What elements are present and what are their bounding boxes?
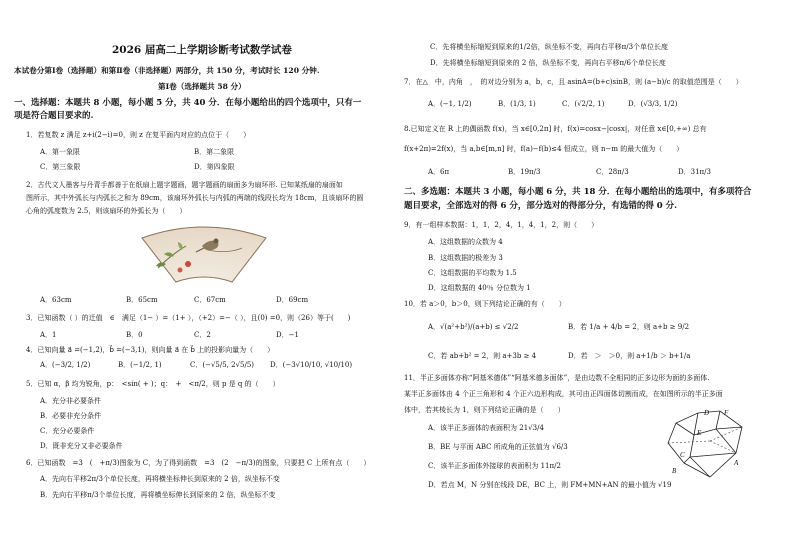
q2-stem-line3: 心角的弧度数为 2.5，则该扇环的外弧长为（ ）	[26, 207, 187, 215]
vertex-label-f: F	[724, 409, 729, 417]
q6-option-b: B．先向右平移π/3个单位长度，再将横坐标伸长到原来的 2 倍，纵坐标不变	[40, 491, 276, 499]
q5-option-d: D．既非充分又非必要条件	[40, 442, 123, 450]
q7-option-c: C．(√2/2, 1)	[562, 100, 605, 108]
part1-heading: 第Ⅰ卷（选择题共 58 分）	[158, 82, 246, 91]
q3-stem: 3．已知函数（ ）的迁值 ∈ 满足（1− ）=（1+ ），（+2）=−（ ），且(0) =0，则（26）等于( )	[26, 314, 351, 322]
q9-option-c: C．这组数据的平均数为 1.5	[428, 269, 517, 277]
q9-option-a: A．这组数据的众数为 4	[428, 238, 503, 246]
q10-option-a: A．√(a²+b²)/(a+b) ≤ √2/2	[428, 323, 519, 331]
q6-option-c: C．先将横坐标缩短到原来的1/2倍，纵坐标不变，再向右平移π/3个单位长度	[430, 43, 669, 51]
q6-option-d: D．先将横坐标缩短到原来的 2 倍，纵坐标不变，再向右平移π/6个单位长度	[430, 59, 666, 67]
vertex-label-b: B	[672, 467, 677, 475]
q10-option-b: B．若 1/a + 4/b = 2，则 a+b ≥ 9/2	[568, 323, 690, 331]
fan-figure	[138, 224, 270, 286]
q10-option-c: C．若 ab+b² = 2，则 a+3b ≥ 4	[428, 352, 537, 360]
q2-stem-line1: 2．古代文人墨客与丹青手都善于在纸扇上题字题画，题字题画的扇面多为扇环形. 已知某纸扇的扇面如	[26, 181, 343, 189]
q3-option-d: D．−1	[276, 331, 299, 339]
q3-option-b: B．0	[126, 331, 143, 339]
q6-stem: 6．已知函数 =3 ( +π/3)图象为 C，为了得到函数 =3 (2 −π/3)的图象，只要把 C 上所有点（ ）	[26, 459, 371, 467]
right-column	[400, 0, 794, 543]
q4-stem: 4．已知向量 a⃗ =(−1,2)，b⃗ =(−3,1)，则向量 a⃗ 在 b⃗ 上的投影向量为（ ）	[26, 346, 275, 354]
q8-option-d: D．31π/3	[678, 168, 711, 176]
q8-option-a: A．6π	[428, 168, 450, 176]
q1-stem: 1．若复数 z 满足 z+i(2−i)=0，则 z 在复平面内对应的点位于（ ）	[26, 131, 251, 139]
q11-option-d: D．若点 M，N 分别在线段 DE，BC 上，则 FM+MN+AN 的最小值为 √19	[428, 481, 672, 489]
section1-heading: 一、选择题：本题共 8 小题，每小题 5 分，共 40 分．在每小题给出的四个选项中，只有一	[14, 98, 362, 108]
q4-option-d: D．(−3√10/10, √10/10)	[270, 361, 353, 369]
q6-option-a: A．先向右平移2π/3个单位长度，再将横坐标伸长到原来的 2 倍，纵坐标不变	[40, 475, 280, 483]
q11-option-c: C．该半正多面体外接球的表面积为 11π/2	[428, 462, 561, 470]
q4-option-c: C．(−√5/5, 2√5/5)	[190, 361, 255, 369]
q10-stem: 10．若 a＞0，b＞0，则下列结论正确的有（ ）	[404, 300, 566, 308]
q3-option-a: A．1	[40, 331, 57, 339]
q2-option-a: A．63cm	[40, 296, 72, 304]
q9-option-b: B．这组数据的极差为 3	[428, 254, 503, 262]
q2-stem-line2: 图所示，其中外弧长与内弧长之和为 89cm，该扇环外弧长与内弧的两端的线段长均为 18cm，且该扇环的圆	[26, 194, 364, 202]
section1-heading-cont: 项是符合题目要求的.	[14, 111, 94, 121]
q11-option-b: B．BE 与平面 ABC 所成角的正弦值为 √6/3	[428, 443, 568, 451]
q11-stem-line1: 11．半正多面体亦称“阿基米德体”“阿基米德多面体”，是由边数不全相同的正多边形为面的多面体.	[404, 374, 710, 382]
exam-title: 2026 届高二上学期诊断考试数学试卷	[112, 44, 292, 56]
q7-option-b: B．(1/3, 1)	[498, 100, 536, 108]
q9-option-d: D．这组数据的 40％ 分位数为 1	[428, 284, 531, 292]
q4-option-a: A．(−3/2, 1/2)	[40, 361, 91, 369]
q1-option-c: C．第三象限	[40, 163, 81, 171]
q5-stem: 5．已知 α，β 均为锐角，p： <sin( + )；q： + <π/2，则 p 是 q 的（ ）	[26, 380, 280, 388]
q10-option-d: D．若 ＞ ＞0，则 a+1/b ＞ b+1/a	[568, 352, 691, 360]
q5-option-c: C．充分必要条件	[40, 427, 95, 435]
q1-option-a: A．第一象限	[40, 148, 81, 156]
q11-option-a: A．该半正多面体的表面积为 21√3/4	[428, 424, 544, 432]
q11-stem-line3: 体中，若其棱长为 1，则下列结论正确的是（ ）	[404, 406, 565, 414]
q8-option-c: C．28π/3	[596, 168, 629, 176]
q2-option-b: B．65cm	[126, 296, 158, 304]
q2-option-d: D．69cm	[276, 296, 309, 304]
q7-option-a: A．(−1, 1/2)	[428, 100, 472, 108]
q1-option-b: B．第二象限	[194, 148, 235, 156]
vertex-label-d: D	[704, 409, 710, 417]
section2-heading-cont: 题目要求，全部选对的得 6 分，部分选对的得部分分，有选错的得 0 分.	[404, 201, 678, 211]
q7-option-d: D．(√3/3, 1/2)	[628, 100, 678, 108]
q8-stem-line2: f(x+2π)=2f(x)，当 a,b∈[m,n] 时，f(a)−f(b)≤4 恒成立，则 n−m 的最大值为（ ）	[404, 145, 684, 153]
vertex-label-e: E	[697, 429, 702, 437]
vertex-label-c: C	[680, 451, 685, 459]
q1-option-d: D．第四象限	[194, 163, 235, 171]
exam-info: 本试卷分第Ⅰ卷（选择题）和第Ⅱ卷（非选择题）两部分，共 150 分，考试时长 120 分钟.	[14, 66, 320, 75]
q3-option-c: C．2	[194, 331, 211, 339]
q5-option-b: B．必要非充分条件	[40, 412, 102, 420]
polyhedron-figure	[650, 405, 762, 481]
q11-stem-line2: 某半正多面体由 4 个正三角形和 4 个正六边形构成，其可由正四面体切割而成，在如图所示的半正多面	[404, 390, 723, 398]
q7-stem: 7．在△ 中，内角 ， 的对边分别为 a，b，c，且 asinA=(b+c)sinB，则 (a−b)/c 的取值范围是（ ）	[404, 78, 743, 86]
q2-option-c: C．67cm	[194, 296, 226, 304]
vertex-label-a: A	[734, 459, 739, 467]
q4-option-b: B．(−1/2, 1)	[118, 361, 162, 369]
q8-stem-line1: 8.已知定义在 R 上的偶函数 f(x)，当 x∈[0,2π] 时，f(x)=cosx−|cosx|，对任意 x∈[0,+∞) 总有	[404, 125, 707, 133]
q5-option-a: A．充分非必要条件	[40, 397, 102, 405]
section2-heading: 二、多选题：本题共 3 小题，每小题 6 分，共 18 分．在每小题给出的选项中，有多项符合	[404, 187, 752, 197]
q9-stem: 9．有一组样本数据：1，1，2，4，1，4，1，2，则（ ）	[404, 221, 599, 229]
q8-option-b: B．19π/3	[508, 168, 541, 176]
